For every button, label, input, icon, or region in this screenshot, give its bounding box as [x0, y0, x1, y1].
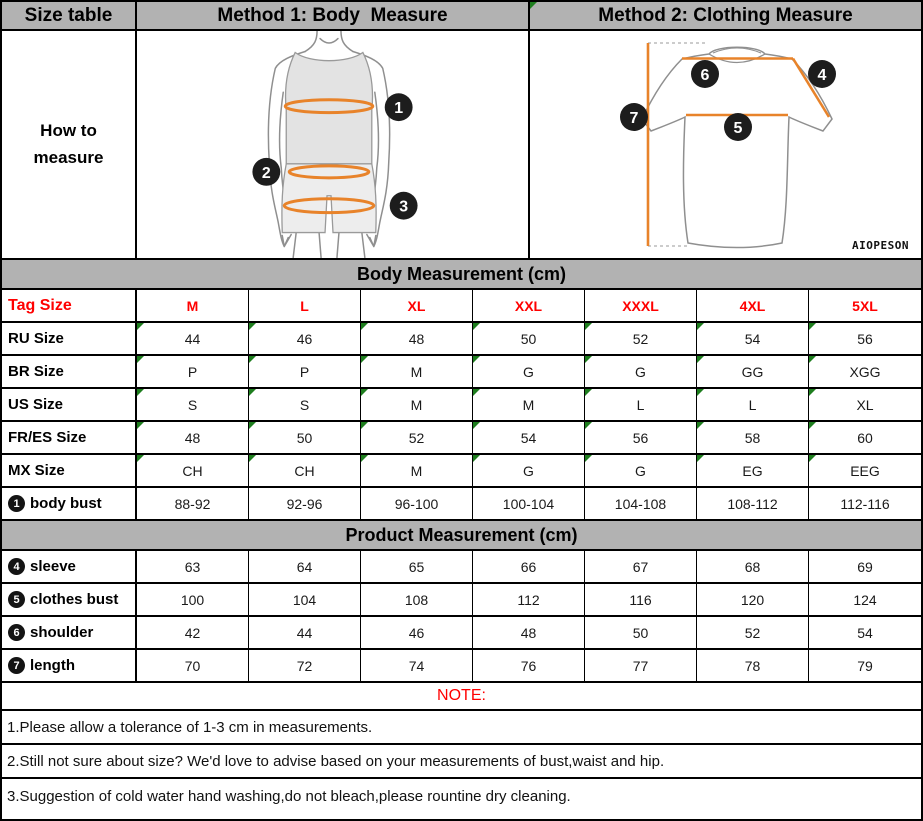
size-cell: 108: [361, 584, 473, 615]
size-cell: G: [585, 455, 697, 486]
svg-text:5: 5: [733, 120, 743, 137]
size-cell: 88-92: [137, 488, 249, 519]
table-row: [2, 617, 921, 650]
size-cell: 50: [585, 617, 697, 648]
number-badge-icon: 6: [8, 624, 25, 641]
size-cell: CH: [249, 455, 361, 486]
size-cell: 54: [697, 323, 809, 354]
svg-text:1: 1: [394, 100, 404, 118]
svg-text:3: 3: [399, 198, 409, 216]
column-header: 5XL: [809, 290, 921, 321]
size-cell: 65: [361, 551, 473, 582]
size-cell: XGG: [809, 356, 921, 387]
size-cell: 42: [137, 617, 249, 648]
body-measurement-title: Body Measurement (cm): [2, 260, 921, 290]
size-cell: 70: [137, 650, 249, 681]
size-cell: 96-100: [361, 488, 473, 519]
size-cell: 68: [697, 551, 809, 582]
body-figure-icon: [137, 31, 528, 259]
brand-label: AIOPESON: [852, 239, 909, 252]
size-cell: L: [697, 389, 809, 420]
size-cell: 44: [137, 323, 249, 354]
column-header: XXXL: [585, 290, 697, 321]
size-cell: 52: [361, 422, 473, 453]
size-cell: 48: [473, 617, 585, 648]
size-cell: 124: [809, 584, 921, 615]
body-measurement-table: [2, 323, 921, 521]
size-cell: 120: [697, 584, 809, 615]
table-row: [2, 455, 921, 488]
size-cell: 72: [249, 650, 361, 681]
method1-header: Method 1: Body Measure: [137, 2, 530, 31]
size-cell: XL: [809, 389, 921, 420]
size-cell: 48: [137, 422, 249, 453]
size-cell: 108-112: [697, 488, 809, 519]
size-cell: 76: [473, 650, 585, 681]
row-label: 5 clothes bust: [2, 584, 137, 615]
size-cell: 116: [585, 584, 697, 615]
size-cell: 54: [473, 422, 585, 453]
size-cell: P: [249, 356, 361, 387]
row-label: 1 body bust: [2, 488, 137, 519]
size-cell: 69: [809, 551, 921, 582]
size-cell: 79: [809, 650, 921, 681]
table-row: [2, 389, 921, 422]
product-measurement-table: [2, 551, 921, 683]
svg-text:4: 4: [817, 67, 827, 84]
note-item: 2.Still not sure about size? We'd love to advise based on your measurements of bust,waist and hip.: [2, 745, 921, 779]
product-measurement-title: Product Measurement (cm): [2, 521, 921, 551]
size-cell: M: [361, 389, 473, 420]
size-cell: 100-104: [473, 488, 585, 519]
column-header: M: [137, 290, 249, 321]
row-label: RU Size: [2, 323, 137, 354]
table-row: [2, 488, 921, 521]
row-label: FR/ES Size: [2, 422, 137, 453]
size-cell: CH: [137, 455, 249, 486]
how-to-measure-label: How to measure: [2, 31, 137, 260]
row-label: MX Size: [2, 455, 137, 486]
svg-text:7: 7: [629, 110, 639, 127]
size-cell: 54: [809, 617, 921, 648]
tag-size-label: Tag Size: [2, 290, 137, 321]
size-cell: 78: [697, 650, 809, 681]
size-cell: P: [137, 356, 249, 387]
size-cell: EG: [697, 455, 809, 486]
size-cell: 48: [361, 323, 473, 354]
method2-header: Method 2: Clothing Measure: [530, 2, 921, 31]
note-item: 3.Suggestion of cold water hand washing,do not bleach,please rountine dry cleaning.: [7, 787, 571, 805]
size-cell: G: [473, 356, 585, 387]
size-cell: G: [473, 455, 585, 486]
clothing-measure-illustration: [530, 31, 921, 260]
number-badge-icon: 5: [8, 591, 25, 608]
table-row: [2, 650, 921, 683]
size-cell: G: [585, 356, 697, 387]
size-cell: 56: [585, 422, 697, 453]
size-cell: 50: [249, 422, 361, 453]
size-cell: 104: [249, 584, 361, 615]
row-label: 6 shoulder: [2, 617, 137, 648]
table-row: [2, 551, 921, 584]
table-row: [2, 323, 921, 356]
size-cell: M: [361, 356, 473, 387]
size-cell: 112-116: [809, 488, 921, 519]
size-cell: 60: [809, 422, 921, 453]
size-cell: 44: [249, 617, 361, 648]
svg-text:6: 6: [700, 67, 710, 84]
row-label: 4 sleeve: [2, 551, 137, 582]
size-cell: 46: [249, 323, 361, 354]
size-cell: 104-108: [585, 488, 697, 519]
size-cell: M: [361, 455, 473, 486]
size-cell: M: [473, 389, 585, 420]
table-row: [2, 422, 921, 455]
size-cell: 74: [361, 650, 473, 681]
tag-size-row: [2, 290, 921, 323]
tshirt-figure-icon: [530, 31, 921, 259]
column-header: 4XL: [697, 290, 809, 321]
body-measure-illustration: [137, 31, 530, 260]
table-row: [2, 584, 921, 617]
size-cell: 77: [585, 650, 697, 681]
size-table-header: Size table: [2, 2, 137, 31]
number-badge-icon: 4: [8, 558, 25, 575]
column-header: XL: [361, 290, 473, 321]
size-cell: L: [585, 389, 697, 420]
size-cell: 46: [361, 617, 473, 648]
number-badge-icon: 7: [8, 657, 25, 674]
row-label: US Size: [2, 389, 137, 420]
size-cell: EEG: [809, 455, 921, 486]
column-header: L: [249, 290, 361, 321]
size-cell: 92-96: [249, 488, 361, 519]
size-cell: 58: [697, 422, 809, 453]
size-cell: 52: [697, 617, 809, 648]
size-cell: 63: [137, 551, 249, 582]
table-row: [2, 356, 921, 389]
size-cell: S: [249, 389, 361, 420]
svg-text:2: 2: [261, 164, 271, 182]
row-label: BR Size: [2, 356, 137, 387]
size-cell: 64: [249, 551, 361, 582]
size-cell: 66: [473, 551, 585, 582]
size-cell: S: [137, 389, 249, 420]
row-label: 7 length: [2, 650, 137, 681]
column-header: XXL: [473, 290, 585, 321]
size-cell: 50: [473, 323, 585, 354]
size-cell: GG: [697, 356, 809, 387]
size-cell: 52: [585, 323, 697, 354]
note-title: NOTE:: [2, 683, 921, 711]
size-cell: 100: [137, 584, 249, 615]
top-section: [2, 2, 921, 260]
number-badge-icon: 1: [8, 495, 25, 512]
size-cell: 112: [473, 584, 585, 615]
size-cell: 56: [809, 323, 921, 354]
note-item: 1.Please allow a tolerance of 1-3 cm in measurements.: [2, 711, 921, 745]
size-cell: 67: [585, 551, 697, 582]
